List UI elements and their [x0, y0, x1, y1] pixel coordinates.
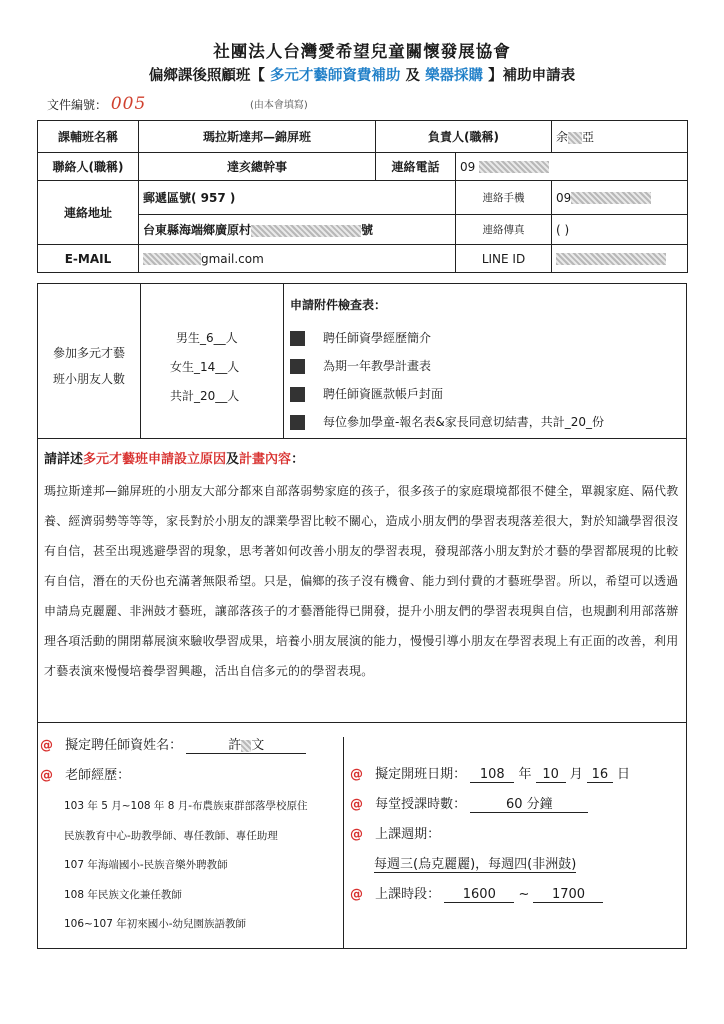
doc-number — [47, 94, 146, 114]
address-tail: 號 — [361, 223, 374, 237]
attachments-title: 申請附件檢查表： — [290, 298, 387, 312]
teacher-experience-list — [64, 792, 308, 940]
experience-item: 民族教育中心-助教學師、專任教師、專任助理 — [64, 829, 278, 842]
total-count: 共計_20__人 — [170, 389, 240, 403]
girls-count: 女生_14__人 — [170, 360, 240, 374]
subtitle-post: 】補助申請表 — [488, 68, 576, 84]
day-unit: 日 — [617, 767, 631, 782]
doc-number-value: 005 — [110, 94, 147, 114]
start-date-row — [350, 763, 630, 783]
teacher-name-b: 文 — [251, 738, 265, 753]
time-row — [350, 883, 603, 903]
teacher-name-label: 擬定聘任師資姓名： — [65, 738, 183, 753]
hours-value: 60 分鐘 — [470, 793, 588, 813]
experience-item: 107 年海端國小-民族音樂外聘教師 — [64, 859, 228, 871]
mobile-label: 連絡手機 — [456, 181, 552, 215]
info-table — [37, 120, 688, 273]
email-label: E-MAIL — [38, 245, 139, 273]
start-year: 108 — [470, 767, 514, 783]
class-name-label: 課輔班名稱 — [38, 121, 139, 153]
reason-text: 瑪拉斯達邦—錦屏班的小朋友大部分都來自部落弱勢家庭的孩子，很多孩子的家庭環境都很不健全，單親家庭、隔代教養、經濟弱勢等等等，家長對於小朋友的課業學習比較不關心，造成小朋友們的學習表現落差很大，對於知識學習很沒有自信，甚至出現逃避學習的現象，思考著如何改善小朋友的學習表現，發現部落小朋友對於才藝的學習都展現的比較有自信，潛在的天份也充滿著無限希望。只是，偏鄉的孩子沒有機會、能力到付費的才藝班學習。所以，希望可以透過申請烏克麗麗、非洲鼓才藝班，讓部落孩子的才藝潛能得已開發，提升小朋友們的學習表現與自信，也規劃利用部落辦理各項活動的開閉幕展演來驗收學習成果，培養小朋友展演的能力，慢慢引導小朋友在學習表現上有正面的改善，利用才藝表演來慢慢培養學習興趣，活出自信多元的的學習表現。 — [44, 484, 679, 678]
reason-prompt-post: ： — [291, 452, 305, 467]
attendance-counts — [170, 324, 239, 411]
redacted-block — [241, 740, 251, 752]
filled-checkbox-icon — [290, 331, 305, 346]
experience-item: 103 年 5 月~108 年 8 月-布農族東群部落學校原住 — [64, 800, 308, 812]
divider — [140, 283, 141, 438]
redacted-block — [568, 132, 582, 144]
subtitle-pre: 偏鄉課後照顧班【 — [148, 68, 265, 84]
line-id-label: LINE ID — [456, 245, 552, 273]
subtitle-highlight-b: 樂器採購 — [425, 68, 484, 84]
start-date-label: 擬定開班日期： — [375, 767, 467, 782]
email-value — [139, 245, 456, 273]
start-month: 10 — [536, 767, 566, 783]
cycle-label: 上課週期： — [375, 827, 441, 842]
attachment-item-label: 每位參加學童-報名表&家長同意切結書，共計_20_份 — [323, 415, 604, 429]
reason-prompt-pre: 請詳述 — [44, 452, 84, 467]
spiral-bullet-icon: @ — [350, 827, 363, 842]
phone-label: 連絡電話 — [376, 153, 456, 181]
time-end: 1700 — [533, 887, 603, 903]
attachment-item — [290, 324, 604, 352]
line-id-value — [552, 245, 688, 273]
start-day: 16 — [587, 767, 613, 783]
attachment-item — [290, 408, 604, 436]
divider — [343, 737, 344, 948]
attendance-label-1: 參加多元才藝 — [52, 346, 125, 360]
redacted-block — [571, 192, 651, 204]
org-title: 社團法人台灣愛希望兒童關懷發展協會 — [213, 42, 511, 61]
address-value — [139, 215, 456, 245]
attachment-item-label: 聘任師資學經歷簡介 — [323, 331, 432, 345]
divider — [283, 283, 284, 438]
year-unit: 年 — [518, 767, 532, 782]
doc-number-note: (由本會填寫) — [250, 100, 308, 111]
mobile-prefix: 09 — [556, 190, 572, 205]
hours-label: 每堂授課時數： — [375, 797, 467, 812]
redacted-block — [251, 225, 361, 237]
address-label: 連絡地址 — [38, 181, 139, 245]
reason-prompt-highlight-2: 計畫內容 — [239, 452, 292, 467]
hours-row — [350, 793, 588, 813]
redacted-block — [556, 253, 666, 265]
filled-checkbox-icon — [290, 387, 305, 402]
teacher-name-a: 許 — [228, 738, 242, 753]
time-start: 1600 — [444, 887, 514, 903]
contact-label: 聯絡人(職稱) — [38, 153, 139, 181]
reason-prompt — [44, 448, 304, 467]
zip-value: 郵遞區號( 957 ) — [139, 181, 456, 215]
mobile-value — [552, 181, 688, 215]
teacher-exp-label: 老師經歷： — [65, 768, 131, 783]
cycle-value — [374, 853, 576, 873]
fax-value: ( ) — [552, 215, 688, 245]
boys-count: 男生_6__人 — [176, 331, 238, 345]
fax-label: 連絡傳真 — [456, 215, 552, 245]
spiral-bullet-icon: @ — [350, 767, 363, 782]
attachments-list — [290, 324, 604, 436]
contact-value: 達亥總幹事 — [139, 153, 376, 181]
email-domain: gmail.com — [201, 251, 264, 266]
time-label: 上課時段： — [375, 887, 441, 902]
attachment-item-label: 為期一年教學計畫表 — [323, 359, 432, 373]
reason-prompt-highlight-1: 多元才藝班申請設立原因 — [83, 452, 227, 467]
spiral-bullet-icon: @ — [350, 887, 363, 902]
spiral-bullet-icon: @ — [40, 768, 53, 783]
attendance-label-2: 班小朋友人數 — [52, 372, 125, 386]
teacher-name-value — [186, 734, 306, 754]
attendance-label — [40, 340, 138, 392]
redacted-block — [143, 253, 201, 265]
address-text: 台東縣海端鄉廣原村 — [143, 223, 252, 237]
cycle-row — [350, 823, 440, 842]
doc-number-label: 文件編號： — [47, 98, 108, 112]
attachment-item-label: 聘任師資匯款帳戶封面 — [323, 387, 444, 401]
owner-name-b: 亞 — [582, 130, 595, 144]
time-separator: ~ — [518, 887, 530, 902]
phone-prefix: 09 — [460, 159, 476, 174]
attachment-item — [290, 352, 604, 380]
redacted-block — [479, 161, 549, 173]
cycle-text: 每週三(烏克麗麗)，每週四(非洲鼓) — [374, 853, 576, 873]
owner-name-a: 余 — [556, 130, 569, 144]
subtitle-and: 及 — [405, 68, 420, 84]
teacher-exp-row — [40, 764, 130, 783]
class-name-value: 瑪拉斯達邦—錦屏班 — [139, 121, 376, 153]
subtitle-highlight-a: 多元才藝師資費補助 — [269, 68, 401, 84]
reason-prompt-and: 及 — [226, 452, 240, 467]
owner-value — [552, 121, 688, 153]
experience-item: 108 年民族文化兼任教師 — [64, 888, 182, 901]
filled-checkbox-icon — [290, 415, 305, 430]
phone-value — [456, 153, 688, 181]
spiral-bullet-icon: @ — [350, 797, 363, 812]
month-unit: 月 — [569, 767, 583, 782]
owner-label: 負責人(職稱) — [376, 121, 552, 153]
attachment-item — [290, 380, 604, 408]
form-subtitle — [0, 64, 724, 85]
experience-item: 106~107 年初來國小-幼兒園族語教師 — [64, 918, 247, 930]
spiral-bullet-icon: @ — [40, 738, 53, 753]
teacher-name-row — [40, 734, 306, 754]
filled-checkbox-icon — [290, 359, 305, 374]
